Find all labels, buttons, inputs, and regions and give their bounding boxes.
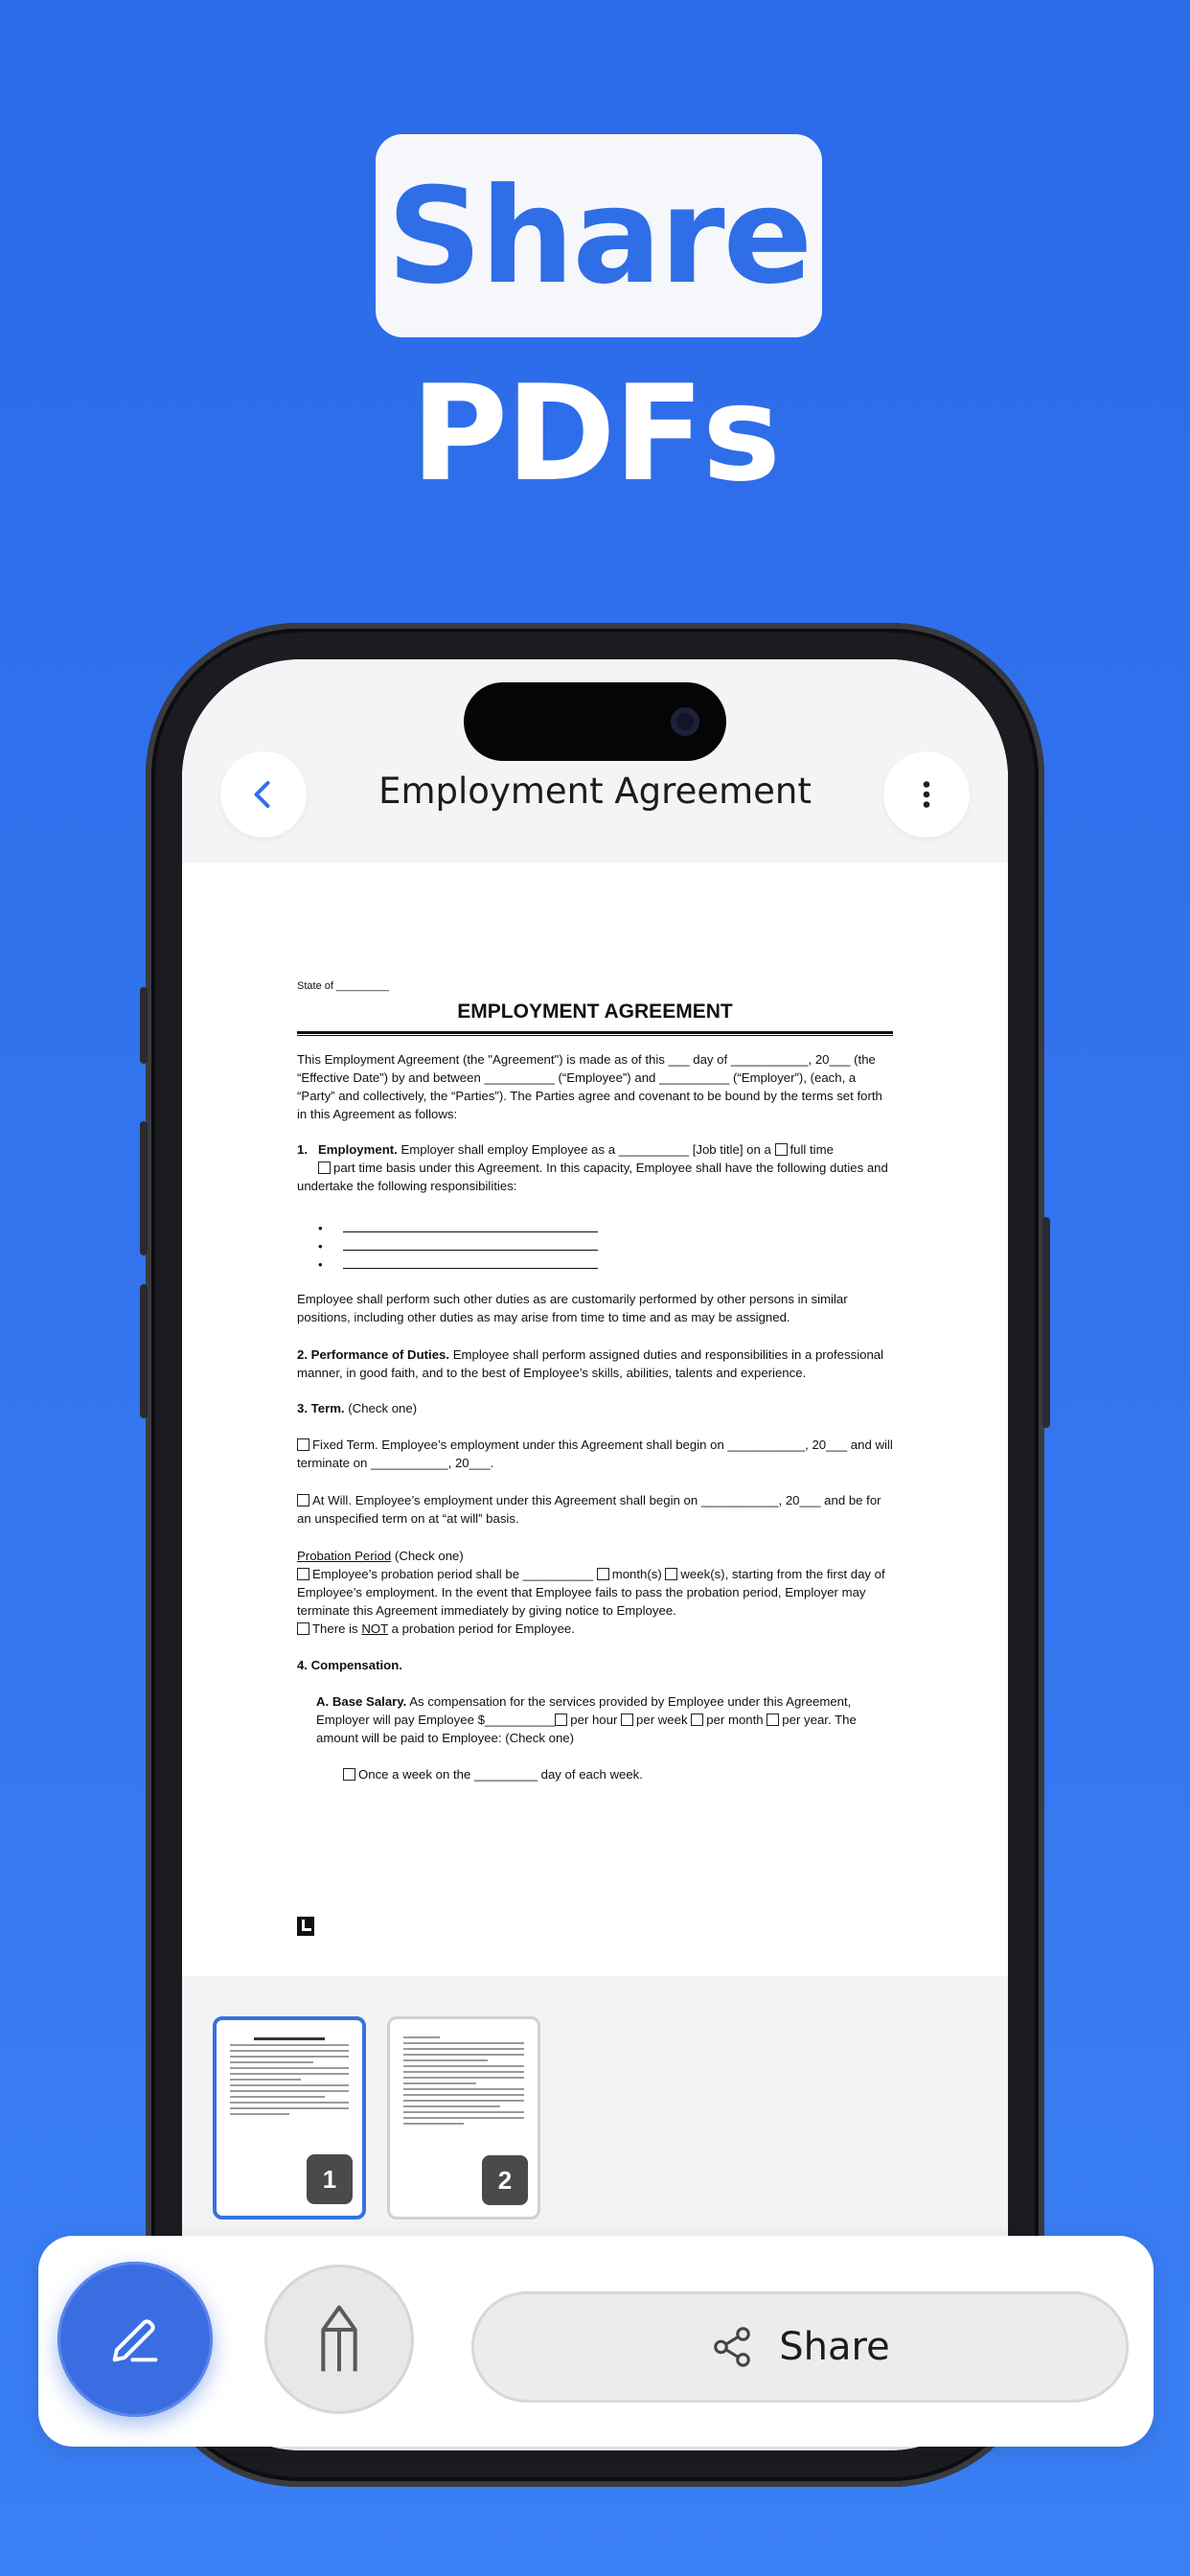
doc-once-week: Once a week on the _________ day of each week. — [343, 1765, 893, 1783]
document-page[interactable] — [182, 862, 1008, 1976]
page-thumbnail[interactable] — [213, 2016, 366, 2220]
hero-highlight-box — [376, 134, 822, 337]
volume-down-button — [140, 1284, 148, 1418]
pencil-icon — [312, 2301, 366, 2378]
checkbox[interactable] — [343, 1768, 355, 1781]
checkbox[interactable] — [297, 1438, 309, 1451]
document-title: Employment Agreement — [378, 770, 812, 812]
doc-section-4: 4. Compensation. — [297, 1658, 402, 1672]
page-number-badge: 2 — [482, 2155, 528, 2205]
doc-duties-para: Employee shall perform such other duties as are customarily performed by other persons in similar positions, including other duties as may arise from time to time and as may be assigned. — [297, 1292, 848, 1324]
checkbox[interactable] — [775, 1143, 788, 1156]
doc-base-salary: A. Base Salary. As compensation for the services provided by Employee under this Agreement, Employer will pay Employee $__________ per hour per week per month per year. The amount will be paid to Employee: (Check one) — [316, 1694, 857, 1745]
volume-up-button — [140, 1121, 148, 1255]
checkbox[interactable] — [691, 1714, 703, 1726]
markup-button[interactable] — [264, 2265, 414, 2414]
page-number-badge: 1 — [307, 2154, 353, 2204]
list-item — [297, 1237, 893, 1255]
page-thumbnail[interactable] — [387, 2016, 540, 2220]
hero-subtitle: PDFs — [410, 356, 780, 511]
phone-screen — [182, 659, 1008, 2450]
edit-button[interactable] — [57, 2262, 213, 2417]
checkbox[interactable] — [621, 1714, 633, 1726]
pen-edit-icon — [104, 2309, 166, 2370]
checkbox[interactable] — [297, 1568, 309, 1580]
doc-heading: EMPLOYMENT AGREEMENT — [457, 1000, 733, 1023]
checkbox[interactable] — [597, 1568, 609, 1580]
action-button — [140, 987, 148, 1064]
more-options-button[interactable] — [883, 751, 970, 838]
share-nodes-icon — [710, 2325, 754, 2369]
bottom-toolbar — [38, 2236, 1154, 2447]
doc-section-3: 3. Term. (Check one) — [297, 1401, 418, 1415]
duties-list — [297, 1219, 893, 1274]
checkbox[interactable] — [297, 1494, 309, 1506]
more-vertical-icon — [912, 777, 941, 812]
checkbox[interactable] — [767, 1714, 779, 1726]
checkbox[interactable] — [297, 1622, 309, 1635]
doc-rule — [297, 1031, 893, 1036]
power-button — [1042, 1217, 1050, 1428]
share-button[interactable] — [471, 2291, 1129, 2403]
hero-highlight: Share — [386, 158, 812, 313]
document-logo-icon — [297, 1917, 314, 1936]
checkbox[interactable] — [665, 1568, 677, 1580]
doc-state: State of _________ — [297, 980, 390, 992]
checkbox[interactable] — [318, 1162, 331, 1174]
list-item — [297, 1219, 893, 1237]
doc-intro: This Employment Agreement (the "Agreement") is made as of this ___ day of ___________, 20___ (the “Effective Date”) by and between __________ (“Employee”) and __________ (“Employer”), (each, a “Party” and collectively, the “Parties”). The Parties agree and covenant to be bound by the terms set forth in this Agreement as follows: — [297, 1052, 882, 1121]
camera-icon — [671, 707, 699, 736]
doc-fixed-term: Fixed Term. Employee’s employment under this Agreement shall begin on ___________, 20___ and will terminate on ___________, 20___. — [297, 1438, 893, 1470]
dynamic-island — [464, 682, 726, 761]
list-item — [297, 1255, 893, 1274]
doc-section-1: 1. Employment. Employer shall employ Employee as a __________ [Job title] on a full time part time basis under this Agreement. In this capacity, Employee shall have the following duties and undertake the following responsibilities: — [297, 1142, 888, 1193]
phone-frame — [146, 623, 1044, 2487]
doc-section-2: 2. Performance of Duties. Employee shall perform assigned duties and responsibilities in a professional manner, in good faith, and to the best of Employee’s skills, abilities, talents and experience. — [297, 1347, 884, 1380]
doc-at-will: At Will. Employee’s employment under this Agreement shall begin on ___________, 20___ and be for an unspecified term on at “at will” basis. — [297, 1493, 881, 1526]
share-label: Share — [779, 2325, 890, 2369]
doc-probation: Probation Period (Check one) Employee’s probation period shall be __________ month(s) week(s), starting from the first day of Employee’s employment. In the event that Employee fails to pass the probation period, Employer may terminate this Agreement immediately by giving notice to Employee. There is NOT a probation period for Employee. — [297, 1549, 885, 1636]
checkbox[interactable] — [555, 1714, 567, 1726]
